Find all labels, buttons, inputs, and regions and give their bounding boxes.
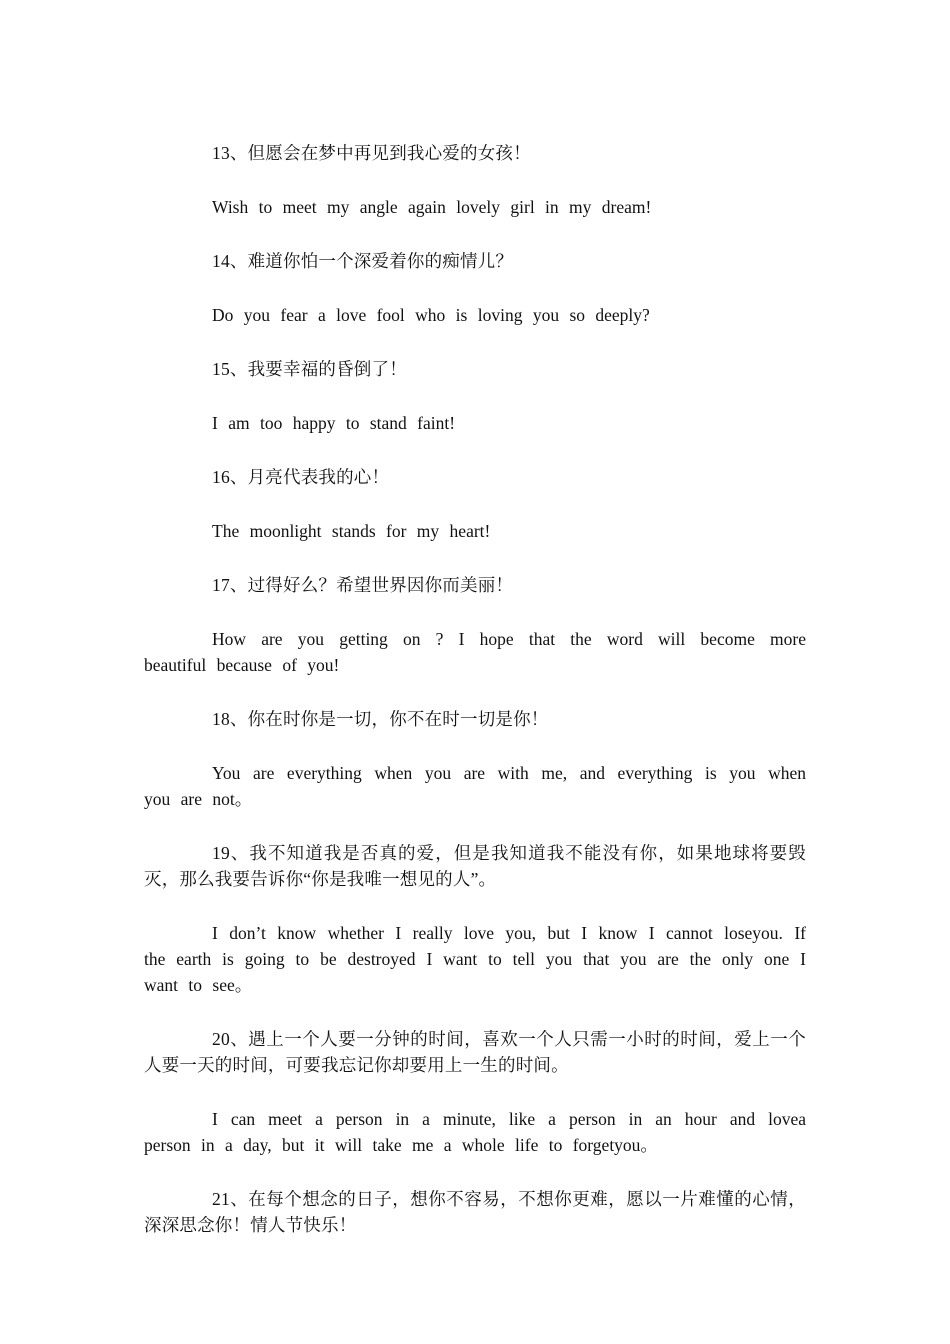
paragraph-gap	[144, 998, 806, 1026]
paragraph-zh-17: 17、过得好么？希望世界因你而美丽！	[212, 575, 514, 595]
paragraph-en-13: Wish to meet my angle again lovely girl in my dream!	[212, 197, 652, 217]
paragraph-gap	[144, 598, 806, 626]
paragraph-en-19: I don’t know whether I really love you, but I know I cannot loseyou. If the earth is going to be destroyed I want to tell you that you are the only one I want to see。	[144, 923, 806, 995]
paragraph-gap	[144, 490, 806, 518]
paragraph-gap	[144, 732, 806, 760]
paragraph-gap	[144, 166, 806, 194]
paragraph-zh-18: 18、你在时你是一切，你不在时一切是你！	[212, 709, 549, 729]
paragraph-en-15: I am too happy to stand faint!	[212, 413, 456, 433]
paragraph-gap	[144, 892, 806, 920]
paragraph-zh-20: 20、遇上一个人要一分钟的时间，喜欢一个人只需一小时的时间，爱上一个人要一天的时间，可要我忘记你却要用上一生的时间。	[144, 1029, 806, 1075]
paragraph-gap	[144, 678, 806, 706]
paragraph-en-16: The moonlight stands for my heart!	[212, 521, 491, 541]
paragraph-en-20: I can meet a person in a minute, like a person in an hour and lovea person in a day, but it will take me a whole life to forgetyou。	[144, 1109, 806, 1155]
paragraph-en-17: How are you getting on ? I hope that the word will become more beautiful because of you!	[144, 629, 806, 675]
paragraph-zh-15: 15、我要幸福的昏倒了！	[212, 359, 407, 379]
paragraph-zh-13: 13、但愿会在梦中再见到我心爱的女孩！	[212, 143, 531, 163]
paragraph-zh-14: 14、难道你怕一个深爱着你的痴情儿？	[212, 251, 514, 271]
paragraph-zh-21: 21、在每个想念的日子，想你不容易，不想你更难，愿以一片难懂的心情，深深思念你！情人节快乐！	[144, 1189, 806, 1235]
paragraph-gap	[144, 1158, 806, 1186]
paragraph-gap	[144, 382, 806, 410]
paragraph-zh-16: 16、月亮代表我的心！	[212, 467, 390, 487]
paragraph-gap	[144, 812, 806, 840]
paragraph-gap	[144, 1078, 806, 1106]
paragraph-gap	[144, 544, 806, 572]
paragraph-zh-19: 19、我不知道我是否真的爱，但是我知道我不能没有你，如果地球将要毁灭，那么我要告诉你“你是我唯一想见的人”。	[144, 843, 806, 889]
document-body	[144, 140, 806, 1238]
paragraph-en-14: Do you fear a love fool who is loving you so deeply?	[212, 305, 650, 325]
paragraph-gap	[144, 274, 806, 302]
paragraph-en-18: You are everything when you are with me, and everything is you when you are not。	[144, 763, 806, 809]
paragraph-gap	[144, 328, 806, 356]
paragraph-gap	[144, 220, 806, 248]
paragraph-gap	[144, 436, 806, 464]
